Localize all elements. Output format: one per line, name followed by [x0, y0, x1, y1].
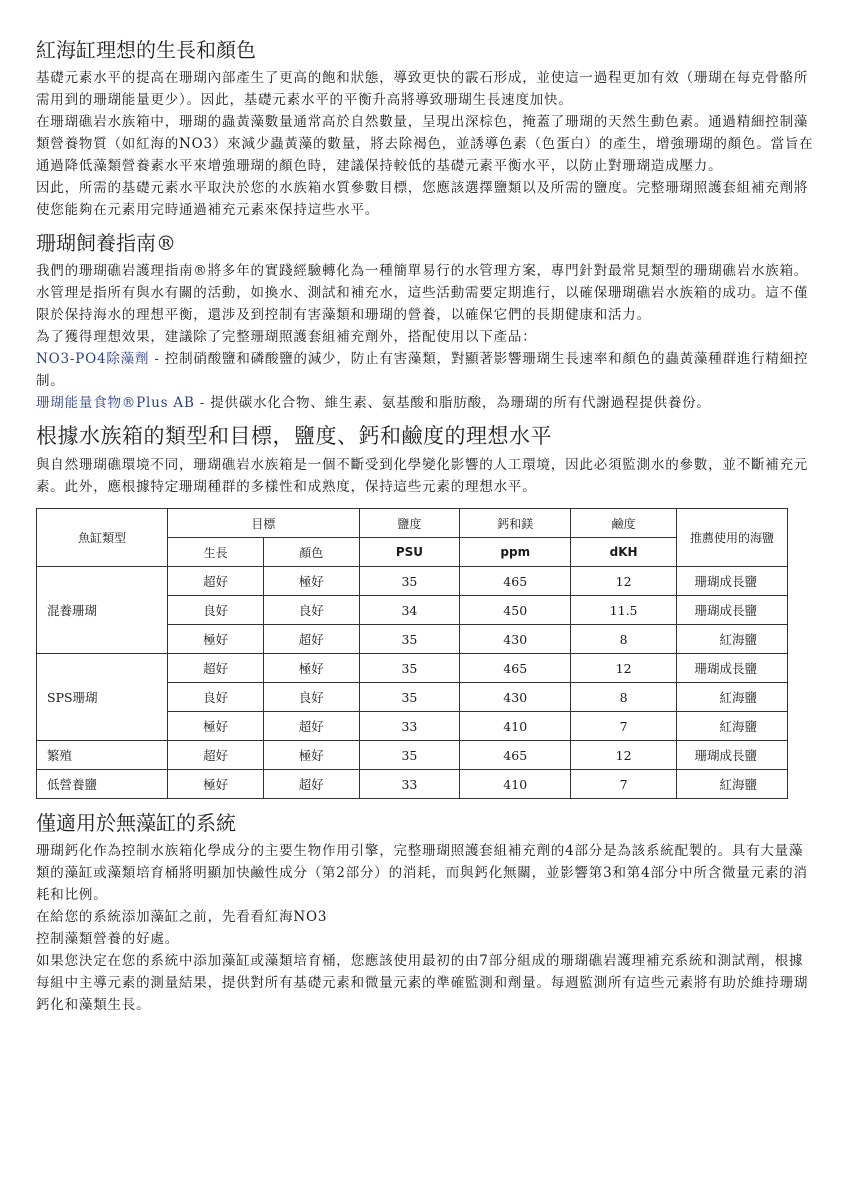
product-item [36, 392, 816, 414]
growth-cell: 良好 [168, 683, 264, 712]
paragraph: 與自然珊瑚礁環境不同，珊瑚礁岩水族箱是一個不斷受到化學變化影響的人工環境，因此必須監測水的參數，並不斷補充元素。此外，應根據特定珊瑚種群的多樣性和成熟度，保持這些元素的理想水平。 [36, 457, 809, 495]
salt-cell: 紅海鹽 [677, 712, 788, 741]
unit-dkh: dKH [571, 538, 677, 567]
section-title-coral-guide: 珊瑚飼養指南® [36, 231, 176, 255]
calcium-cell: 410 [460, 770, 571, 799]
calcium-cell: 430 [460, 683, 571, 712]
salinity-cell: 33 [359, 770, 460, 799]
header-salinity: 鹽度 [359, 509, 460, 538]
growth-cell: 超好 [168, 567, 264, 596]
paragraph: 珊瑚鈣化作為控制水族箱化學成分的主要生物作用引擎，完整珊瑚照護套組補充劑的4部分是為該系統配製的。具有大量藻類的藻缸或藻類培育桶將明顯加快鹼性成分（第2部分）的消耗，而與鈣化無關，並影響第3和第4部分中所含微量元素的消耗和比例。 [36, 843, 808, 903]
color-cell: 極好 [263, 741, 359, 770]
header-recommended-salt: 推薦使用的海鹽 [677, 509, 788, 567]
salt-cell: 珊瑚成長鹽 [677, 596, 788, 625]
paragraph: 如果您決定在您的系統中添加藻缸或藻類培育桶，您應該使用最初的由7部分組成的珊瑚礁岩護理補充系統和測試劑，根據每組中主導元素的測量結果，提供對所有基礎元素和微量元素的準確監測和劑量。每週監測所有這些元素將有助於維持珊瑚鈣化和藻類生長。 [36, 953, 809, 1013]
section-title-ideal-levels: 根據水族箱的類型和目標，鹽度、鈣和鹼度的理想水平 [36, 424, 552, 448]
section-title-algae-free: 僅適用於無藻缸的系統 [36, 811, 236, 835]
growth-cell: 良好 [168, 596, 264, 625]
salt-cell: 紅海鹽 [677, 770, 788, 799]
header-calcium: 鈣和鎂 [460, 509, 571, 538]
color-cell: 極好 [263, 654, 359, 683]
product-description: 提供碳水化合物、維生素、氨基酸和脂肪酸，為珊瑚的所有代謝過程提供養份。 [205, 395, 711, 411]
unit-ppm: ppm [460, 538, 571, 567]
color-cell: 超好 [263, 770, 359, 799]
salinity-cell: 34 [359, 596, 460, 625]
calcium-cell: 430 [460, 625, 571, 654]
growth-cell: 極好 [168, 625, 264, 654]
paragraph: 在給您的系統添加藻缸之前，先看看紅海NO3 [36, 909, 328, 925]
growth-cell: 極好 [168, 770, 264, 799]
salinity-cell: 35 [359, 741, 460, 770]
product-link-no3po4[interactable]: NO3-PO4除藻劑 - [36, 351, 160, 367]
calcium-cell: 465 [460, 741, 571, 770]
salinity-cell: 35 [359, 683, 460, 712]
calcium-cell: 410 [460, 712, 571, 741]
salinity-cell: 35 [359, 567, 460, 596]
salt-cell: 紅海鹽 [677, 625, 788, 654]
salinity-cell: 33 [359, 712, 460, 741]
header-alkalinity: 鹼度 [571, 509, 677, 538]
growth-cell: 極好 [168, 712, 264, 741]
color-cell: 超好 [263, 712, 359, 741]
paragraph: 控制藻類營養的好處。 [36, 931, 179, 947]
product-description: 控制硝酸鹽和磷酸鹽的減少，防止有害藻類，對顯著影響珊瑚生長速率和顏色的蟲黃藻種群進行精細控制。 [36, 351, 809, 389]
salt-cell: 珊瑚成長鹽 [677, 741, 788, 770]
salt-cell: 珊瑚成長鹽 [677, 654, 788, 683]
alkalinity-cell: 11.5 [571, 596, 677, 625]
salinity-cell: 35 [359, 625, 460, 654]
alkalinity-cell: 8 [571, 625, 677, 654]
header-tank-type: 魚缸類型 [37, 509, 168, 567]
section-title-growth-color: 紅海缸理想的生長和顏色 [36, 38, 256, 62]
growth-cell: 超好 [168, 654, 264, 683]
parameter-table [36, 508, 788, 799]
salinity-cell: 35 [359, 654, 460, 683]
alkalinity-cell: 7 [571, 712, 677, 741]
table-row [37, 654, 788, 683]
alkalinity-cell: 8 [571, 683, 677, 712]
paragraph: 為了獲得理想效果，建議除了完整珊瑚照護套組補充劑外，搭配使用以下產品： [36, 329, 537, 345]
color-cell: 良好 [263, 683, 359, 712]
color-cell: 良好 [263, 596, 359, 625]
alkalinity-cell: 12 [571, 654, 677, 683]
tank-type-cell: 低營養鹽 [37, 770, 168, 799]
paragraph: 基礎元素水平的提高在珊瑚內部產生了更高的飽和狀態，導致更快的霰石形成，並使這一過程更加有效（珊瑚在每克骨骼所需用到的珊瑚能量更少）。因此，基礎元素水平的平衡升高將導致珊瑚生長速度加快。 [36, 70, 809, 108]
tank-type-cell: SPS珊瑚 [37, 654, 168, 741]
product-item [36, 348, 816, 392]
paragraph: 我們的珊瑚礁岩護理指南®將多年的實踐經驗轉化為一種簡單易行的水管理方案，專門針對最常見類型的珊瑚礁岩水族箱。水管理是指所有與水有關的活動，如換水、測試和補充水，這些活動需要定期進行，以確保珊瑚礁岩水族箱的成功。這不僅限於保持海水的理想平衡，還涉及到控制有害藻類和珊瑚的營養，以確保它們的長期健康和活力。 [36, 263, 809, 323]
paragraph: 在珊瑚礁岩水族箱中，珊瑚的蟲黃藻數量通常高於自然數量，呈現出深棕色，掩蓋了珊瑚的天然生動色素。通過精細控制藻類營養物質（如紅海的NO3）來減少蟲黃藻的數量，將去除褐色，並誘導色素（色蛋白）的產生，增強珊瑚的顏色。當旨在通過降低藻類營養素水平來增強珊瑚的顏色時，建議保持較低的基礎元素平衡水平，以防止對珊瑚造成壓力。 [36, 114, 814, 174]
table-row [37, 770, 788, 799]
header-color: 顏色 [263, 538, 359, 567]
unit-psu: PSU [359, 538, 460, 567]
tank-type-cell: 繁殖 [37, 741, 168, 770]
product-link-coral-energy[interactable]: 珊瑚能量食物®Plus AB - [36, 395, 206, 411]
alkalinity-cell: 12 [571, 741, 677, 770]
color-cell: 極好 [263, 567, 359, 596]
header-growth: 生長 [168, 538, 264, 567]
paragraph: 因此，所需的基礎元素水平取決於您的水族箱水質參數目標，您應該選擇鹽類以及所需的鹽度。完整珊瑚照護套組補充劑將使您能夠在元素用完時通過補充元素來保持這些水平。 [36, 180, 809, 218]
color-cell: 超好 [263, 625, 359, 654]
growth-cell: 超好 [168, 741, 264, 770]
tank-type-cell: 混養珊瑚 [37, 567, 168, 654]
calcium-cell: 450 [460, 596, 571, 625]
alkalinity-cell: 12 [571, 567, 677, 596]
calcium-cell: 465 [460, 654, 571, 683]
table-row [37, 567, 788, 596]
table-body [37, 567, 788, 799]
alkalinity-cell: 7 [571, 770, 677, 799]
salt-cell: 紅海鹽 [677, 683, 788, 712]
header-goal: 目標 [168, 509, 359, 538]
calcium-cell: 465 [460, 567, 571, 596]
salt-cell: 珊瑚成長鹽 [677, 567, 788, 596]
table-row [37, 741, 788, 770]
document-page [36, 34, 816, 1016]
